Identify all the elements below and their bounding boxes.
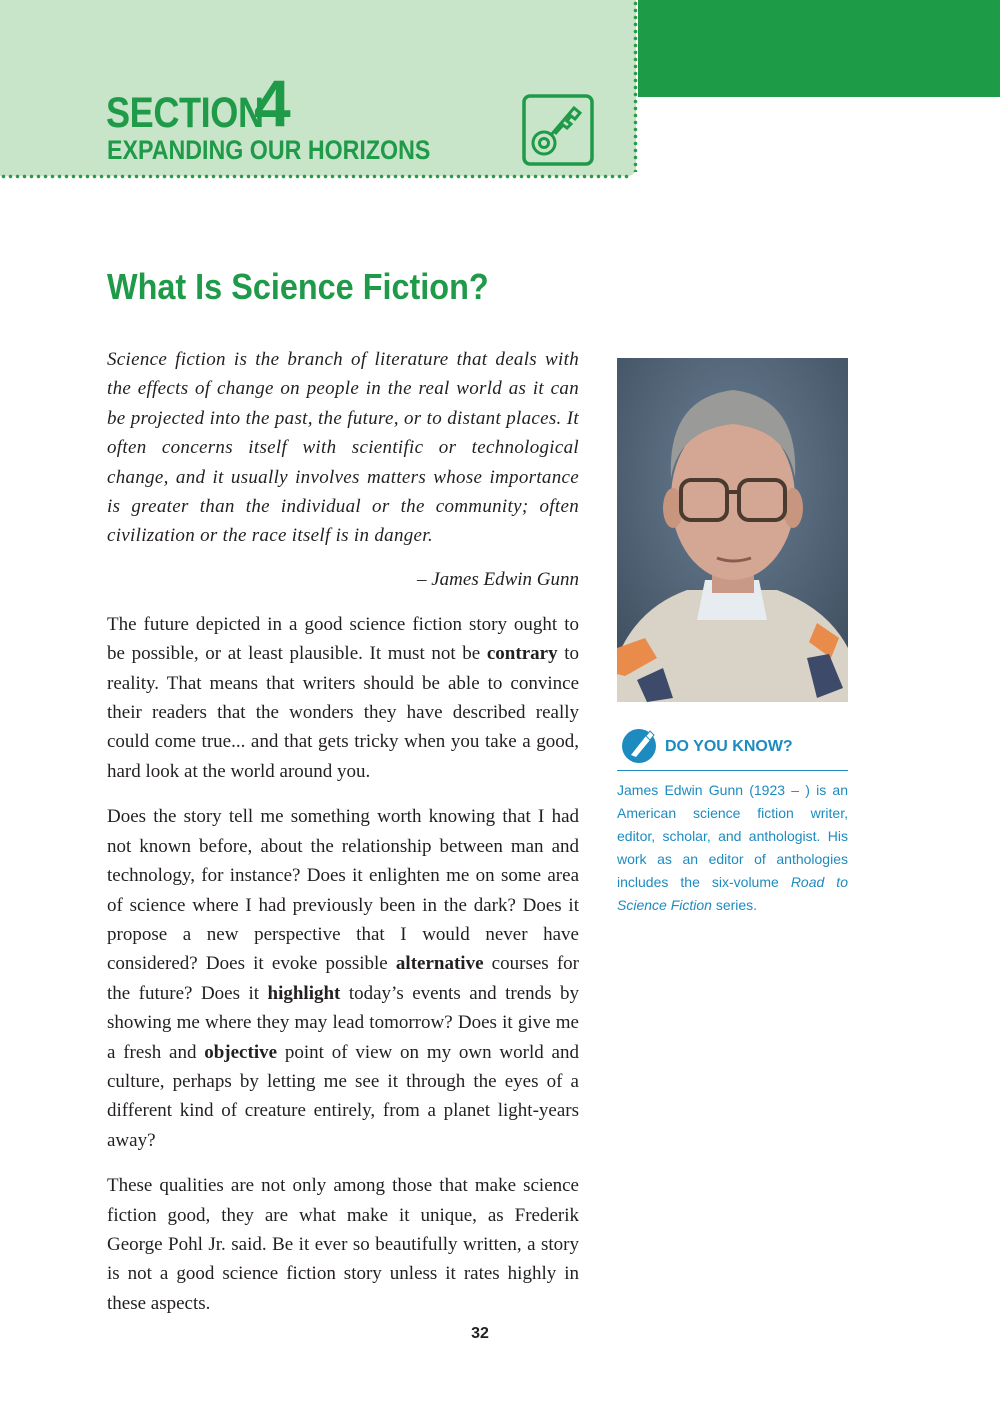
page-number: 32 xyxy=(471,1325,489,1342)
page-title: What Is Science Fiction? xyxy=(107,266,489,307)
text-run: today’s events and trends by showing me where they may lead tomorrow? Does it give me a fresh and xyxy=(107,982,580,1063)
keyword-objective: objective xyxy=(204,1041,278,1063)
opening-quote: Science fiction is the branch of literature that deals with the effects of change on people in the real world as it can be projected into the past, the future, or to distant places. It often concerns itself with scientific or technological change, and it usually involves matters whose importance is greater than the individual or the community; often civilization or the race itself is in danger. xyxy=(107,349,579,547)
text-run: The future depicted in a good science fiction story ought to be possible, or at least plausible. It must not be xyxy=(107,613,579,665)
do-you-know-header xyxy=(617,725,848,771)
keyword-alternative: alternative xyxy=(395,953,484,975)
section-title: EXPANDING OUR HORIZONS xyxy=(107,135,431,165)
keyword-highlight: highlight xyxy=(267,982,341,1004)
text-run: courses for the future? Does it xyxy=(107,953,580,1004)
keyword-contrary: contrary xyxy=(486,643,558,665)
book-title: Road to Science Fiction xyxy=(617,874,848,913)
pen-nib-icon xyxy=(619,725,659,765)
do-you-know-title: DO YOU KNOW? xyxy=(665,738,793,755)
body-paragraph-1 xyxy=(107,610,579,786)
body-paragraph-2 xyxy=(107,802,579,1155)
green-header-bar xyxy=(638,0,1000,97)
text-run: point of view on my own world and culture, perhaps by letting me see it through the eyes of a different kind of creature entirely, from a planet light-years away? xyxy=(107,1041,579,1151)
text-run: James Edwin Gunn (1923 – ) is an American science fiction writer, editor, scholar, and anthologist. His work as an editor of anthologies includes the six-volume xyxy=(617,782,848,890)
text-run: series. xyxy=(711,897,758,913)
do-you-know-text xyxy=(617,779,848,917)
quote-attribution: – James Edwin Gunn xyxy=(416,568,579,590)
text-run: Does the story tell me something worth knowing that I had not known before, about the relationship between man and technology, for instance? Does it enlighten me on some area of science where I had previously been in the dark? Does it propose a new perspective that I would never have considered? Does it evoke possible xyxy=(107,806,579,975)
divider xyxy=(617,770,848,771)
text-run: to reality. That means that writers should be able to convince their readers that the wonders they have described really could come true... and that gets tricky when you take a good, hard look at the world around you. xyxy=(107,643,580,782)
key-icon xyxy=(522,94,594,166)
main-column xyxy=(107,345,579,1318)
section-number: 4 xyxy=(254,66,291,140)
portrait-photo xyxy=(617,358,848,702)
section-label: SECTION xyxy=(106,89,264,137)
dotted-border-bottom xyxy=(0,174,630,179)
body-paragraph-3: These qualities are not only among those that make science fiction good, they are what make it unique, as Frederik George Pohl Jr. said. Be it ever so beautifully written, a story is not a good science fiction story unless it rates highly in these aspects. xyxy=(107,1175,579,1314)
